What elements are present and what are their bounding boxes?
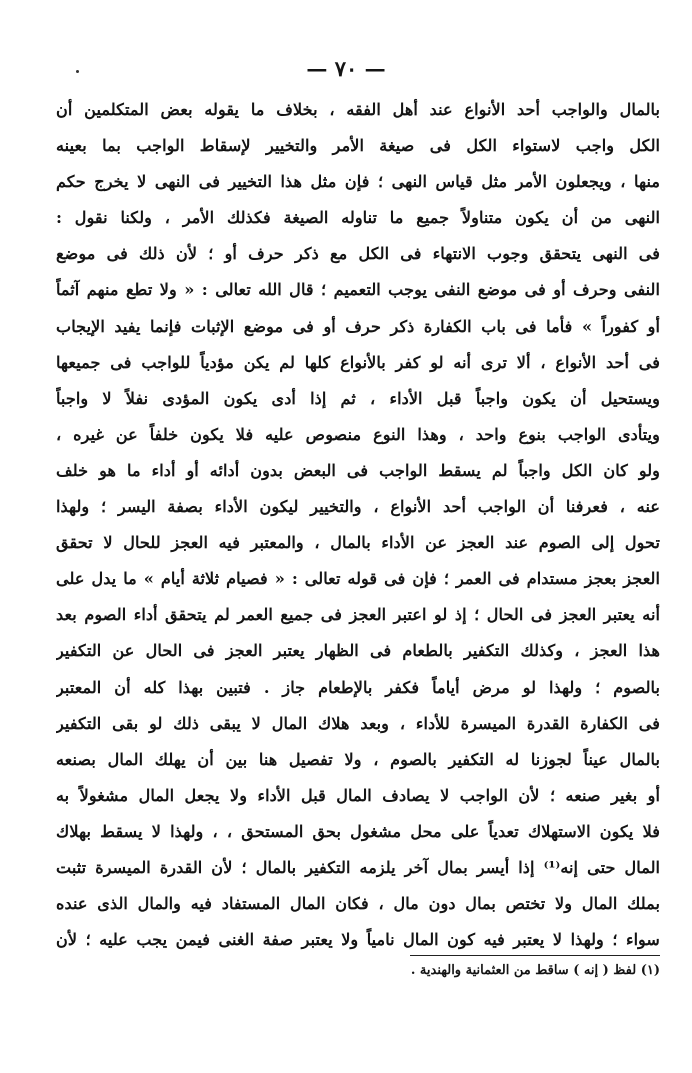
text-line: فى النهى يتحقق وجوب الانتهاء فى الكل مع ذكر حرف أو ؛ لأن ذلك فى موضع — [56, 244, 660, 264]
text-line: بملك المال ولا تختص بمال دون مال ، فكان المال المستفاد فيه والمال الذى عنده — [56, 894, 660, 914]
text-line: العجز بعجز مستدام فى العمر ؛ فإن فى قوله تعالى : « فصيام ثلاثة أيام » ما يدل على — [56, 569, 660, 589]
text-line: فى الكفارة القدرة الميسرة للأداء ، وبعد هلاك المال لا يبقى ذلك لو بقى التكفير — [56, 713, 660, 733]
text-line: عنه ، فعرفنا أن الواجب أحد الأنواع ، والتخيير ليكون الأداء بصفة اليسر ؛ ولهذا — [56, 497, 660, 517]
text-line: النفى وحرف أو فى موضع النفى يوجب التعميم ؛ قال الله تعالى : « ولا تطع منهم آثماً — [56, 280, 660, 300]
text-line: الكل واجب لاستواء الكل فى صيغة الأمر والتخيير لإسقاط الواجب بما بعينه — [56, 136, 660, 156]
text-line: أنه يعتبر العجز فى الحال ؛ إذ لو اعتبر العجز فى جميع العمر لم يتحقق أداء الصوم بعد — [56, 605, 660, 625]
text-line: بالصوم ؛ ولهذا لو مرض أياماً فكفر بالإطعام جاز . فتبين بهذا كله أن المعتبر — [56, 677, 660, 697]
page-number: — ٧٠ — — [306, 56, 386, 81]
body-text — [56, 92, 660, 958]
text-line: النهى من أن يكون متناولاً جميع ما تناوله الصيغة فكذلك الأمر ، ولكنا نقول : — [56, 208, 660, 228]
text-line: بالمال عيناً لجوزنا له التكفير بالصوم ، ولا تفصيل هنا بين أن يهلك المال بصنعه — [56, 749, 660, 769]
footnote: (١) لفظ ( إنه ) ساقط من العثمانية والهندية . — [410, 963, 660, 978]
footnote-divider — [410, 955, 660, 956]
text-line: هذا العجز ، وكذلك التكفير بالطعام فى الظهار يعتبر العجز فى الحال عن التكفير — [56, 641, 660, 661]
text-line: ويتأدى الواجب بنوع واحد ، وهذا النوع منصوص عليه فلا يكون خلفاً عن غيره ، — [56, 424, 660, 444]
text-line: المال حتى إنه⁽¹⁾ إذا أيسر بمال آخر يلزمه التكفير بالمال ؛ لأن القدرة الميسرة تثبت — [56, 857, 660, 877]
text-line: فى أحد الأنواع ، ألا ترى أنه لو كفر بالأنواع كلها لم يكن مؤدياً للواجب فى جميعها — [56, 352, 660, 372]
text-line: أو بغير صنعه ؛ لأن الواجب لا يصادف المال قبل الأداء ولا يجعل المال مشغولاً به — [56, 785, 660, 805]
text-line: تحول إلى الصوم عند العجز عن الأداء بالمال ، والمعتبر فيه العجز للحال لا تحقق — [56, 533, 660, 553]
text-line: أو كفوراً » فأما فى باب الكفارة ذكر حرف أو فى موضع الإثبات فإنما يفيد الإيجاب — [56, 316, 660, 336]
text-line: ولو كان الكل واجباً لم يسقط الواجب فى البعض بدون أدائه أو أداء ما هو خلف — [56, 460, 660, 480]
text-line: بالمال والواجب أحد الأنواع عند أهل الفقه ، بخلاف ما يقوله بعض المتكلمين أن — [56, 100, 660, 119]
text-line: منها ، ويجعلون الأمر مثل قياس النهى ؛ فإن مثل هذا التخيير فى النهى لا يخرج حكم — [56, 172, 660, 192]
text-line: ويستحيل أن يكون واجباً قبل الأداء ، ثم إذا أدى يكون المؤدى نفلاً لا واجباً — [56, 388, 660, 408]
text-line: سواء ؛ ولهذا لا يعتبر فيه كون المال نامياً ولا يعتبر صفة الغنى فيمن يجب عليه ؛ لأن — [56, 930, 660, 950]
print-speck — [76, 70, 79, 73]
text-line: فلا يكون الاستهلاك تعدياً على محل مشغول بحق المستحق ، ، ولهذا لا يسقط بهلاك — [56, 821, 660, 841]
